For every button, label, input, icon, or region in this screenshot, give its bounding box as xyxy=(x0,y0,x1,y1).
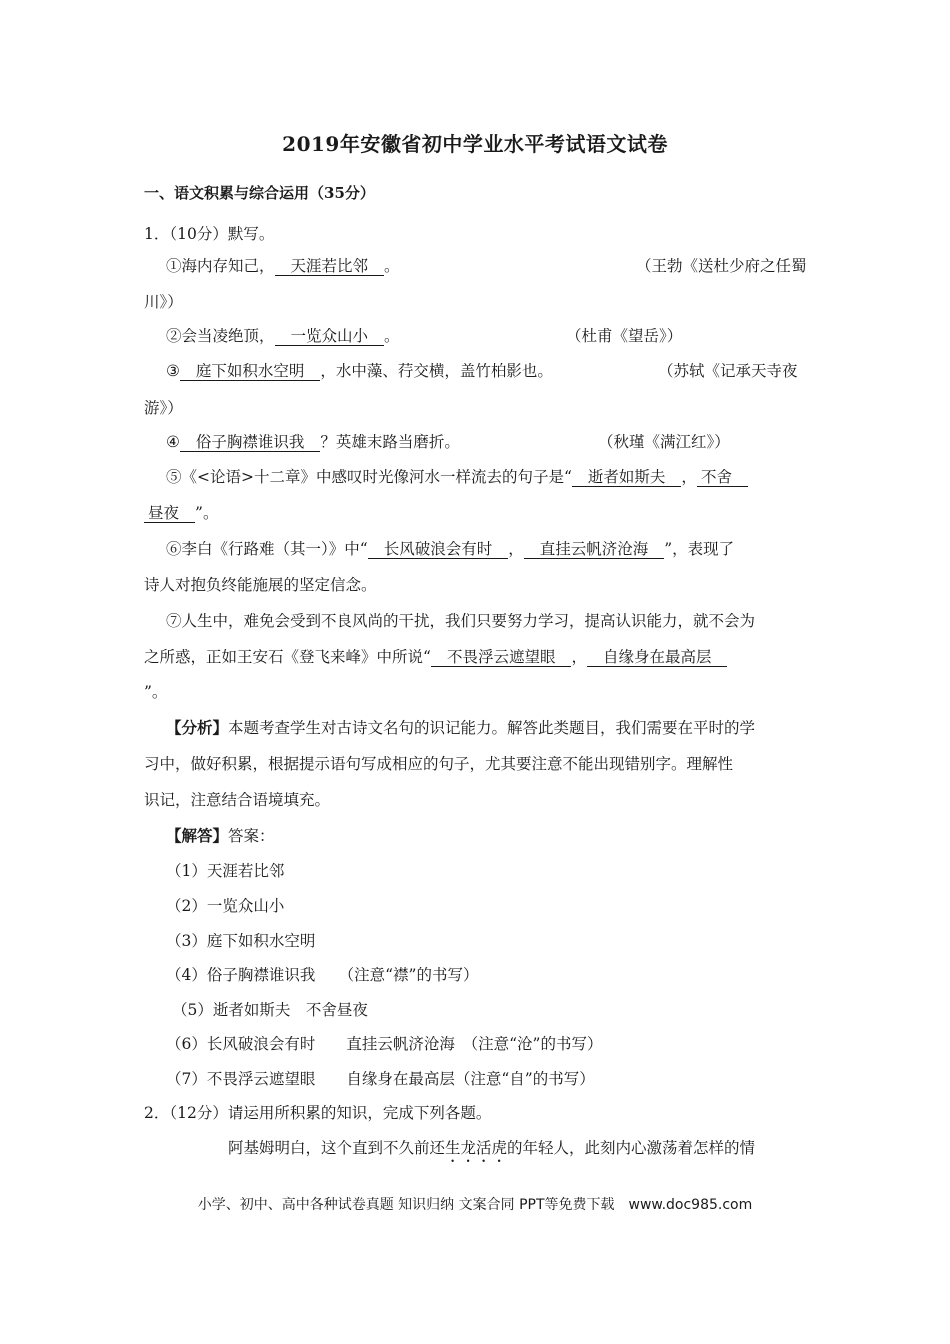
section-heading: 一、语文积累与综合运用（35分） xyxy=(144,184,375,202)
q1-item-6: ⑥李白《行路难（其一）》中“ 长风破浪会有时 ， 直挂云帆济沧海 ”，表现了 xyxy=(166,540,735,558)
answer-blank: 俗子胸襟谁识我 xyxy=(180,433,321,452)
page-footer: 小学、初中、高中各种试卷真题 知识归纳 文案合同 PPT等免费下载 www.doc985.com xyxy=(197,1197,753,1213)
q1-item-3-source: （苏轼《记承天寺夜 xyxy=(658,362,798,380)
analysis-line-3: 识记，注意结合语境填充。 xyxy=(144,791,331,809)
analysis-paragraph: 【分析】本题考查学生对古诗文名句的识记能力。解答此类题目，我们需要在平时的学 xyxy=(166,718,756,737)
q1-item-1-source: （王勃《送杜少府之任蜀 xyxy=(636,257,807,275)
q1-item-1: ①海内存知己， 天涯若比邻 。 xyxy=(166,257,400,275)
q1-item-5-cont: 昼夜 ”。 xyxy=(144,501,218,523)
answer-blank: 逝者如斯夫 xyxy=(572,468,682,487)
q1-item-4-source: （秋瑾《满江红》） xyxy=(598,433,730,451)
analysis-line-2: 习中，做好积累，根据提示语句写成相应的句子，尤其要注意不能出现错别字。理解性 xyxy=(144,755,734,773)
question-1-heading: 1．（10分）默写。 xyxy=(144,225,275,243)
q1-item-7-end: ”。 xyxy=(144,683,168,701)
document-title: 2019年安徽省初中学业水平考试语文试卷 xyxy=(282,132,668,156)
answer-blank: 不舍 xyxy=(697,468,748,487)
answer-blank: 庭下如积水空明 xyxy=(180,362,321,381)
answer-5: （5）逝者如斯夫 不舍昼夜 xyxy=(172,1001,368,1019)
q1-item-2-source: （杜甫《望岳》） xyxy=(566,327,683,345)
answer-blank: 长风破浪会有时 xyxy=(368,540,509,559)
question-2-heading: 2．（12分）请运用所积累的知识，完成下列各题。 xyxy=(144,1104,492,1122)
answer-blank: 不畏浮云遮望眼 xyxy=(431,648,572,667)
answer-blank: 天涯若比邻 xyxy=(275,257,385,276)
analysis-tag: 【分析】 xyxy=(166,718,229,737)
answer-4: （4）俗子胸襟谁识我 （注意“襟”的书写） xyxy=(166,966,479,984)
answer-6: （6）长风破浪会有时 直挂云帆济沧海 （注意“沧”的书写） xyxy=(166,1035,603,1053)
question-2-passage: 阿基姆明白，这个直到不久前还生龙活虎的年轻人，此刻内心激荡着怎样的情 xyxy=(228,1139,756,1157)
answer-2: （2）一览众山小 xyxy=(166,897,285,915)
q1-item-6-cont: 诗人对抱负终能施展的坚定信念。 xyxy=(144,576,377,594)
answer-blank: 一览众山小 xyxy=(275,327,385,346)
q1-item-2: ②会当凌绝顶， 一览众山小 。 xyxy=(166,327,400,345)
answer-blank: 直挂云帆济沧海 xyxy=(524,540,665,559)
answer-blank: 昼夜 xyxy=(144,504,195,523)
q1-item-5: ⑤《<论语>十二章》中感叹时光像河水一样流去的句子是“ 逝者如斯夫 ， 不舍 xyxy=(166,465,748,487)
q1-item-4: ④ 俗子胸襟谁识我 ？英雄末路当磨折。 xyxy=(166,433,460,451)
dotted-emphasis: 生龙活虎 xyxy=(445,1139,508,1157)
q1-item-1-source-cont: 川》） xyxy=(144,293,183,311)
answer-tag: 【解答】 xyxy=(166,826,229,845)
q1-item-3: ③ 庭下如积水空明 ，水中藻、荇交横，盖竹柏影也。 xyxy=(166,362,553,380)
answer-heading: 【解答】答案： xyxy=(166,826,275,845)
q1-item-3-source-cont: 游》） xyxy=(144,399,183,417)
answer-7: （7）不畏浮云遮望眼 自缘身在最高层（注意“自”的书写） xyxy=(166,1070,595,1088)
q1-item-7: ⑦人生中，难免会受到不良风尚的干扰，我们只要努力学习，提高认识能力，就不会为 xyxy=(166,612,756,630)
answer-blank: 自缘身在最高层 xyxy=(587,648,728,667)
q1-item-7-cont: 之所惑，正如王安石《登飞来峰》中所说“ 不畏浮云遮望眼 ， 自缘身在最高层 xyxy=(144,645,727,667)
answer-1: （1）天涯若比邻 xyxy=(166,862,285,880)
answer-3: （3）庭下如积水空明 xyxy=(166,932,316,950)
